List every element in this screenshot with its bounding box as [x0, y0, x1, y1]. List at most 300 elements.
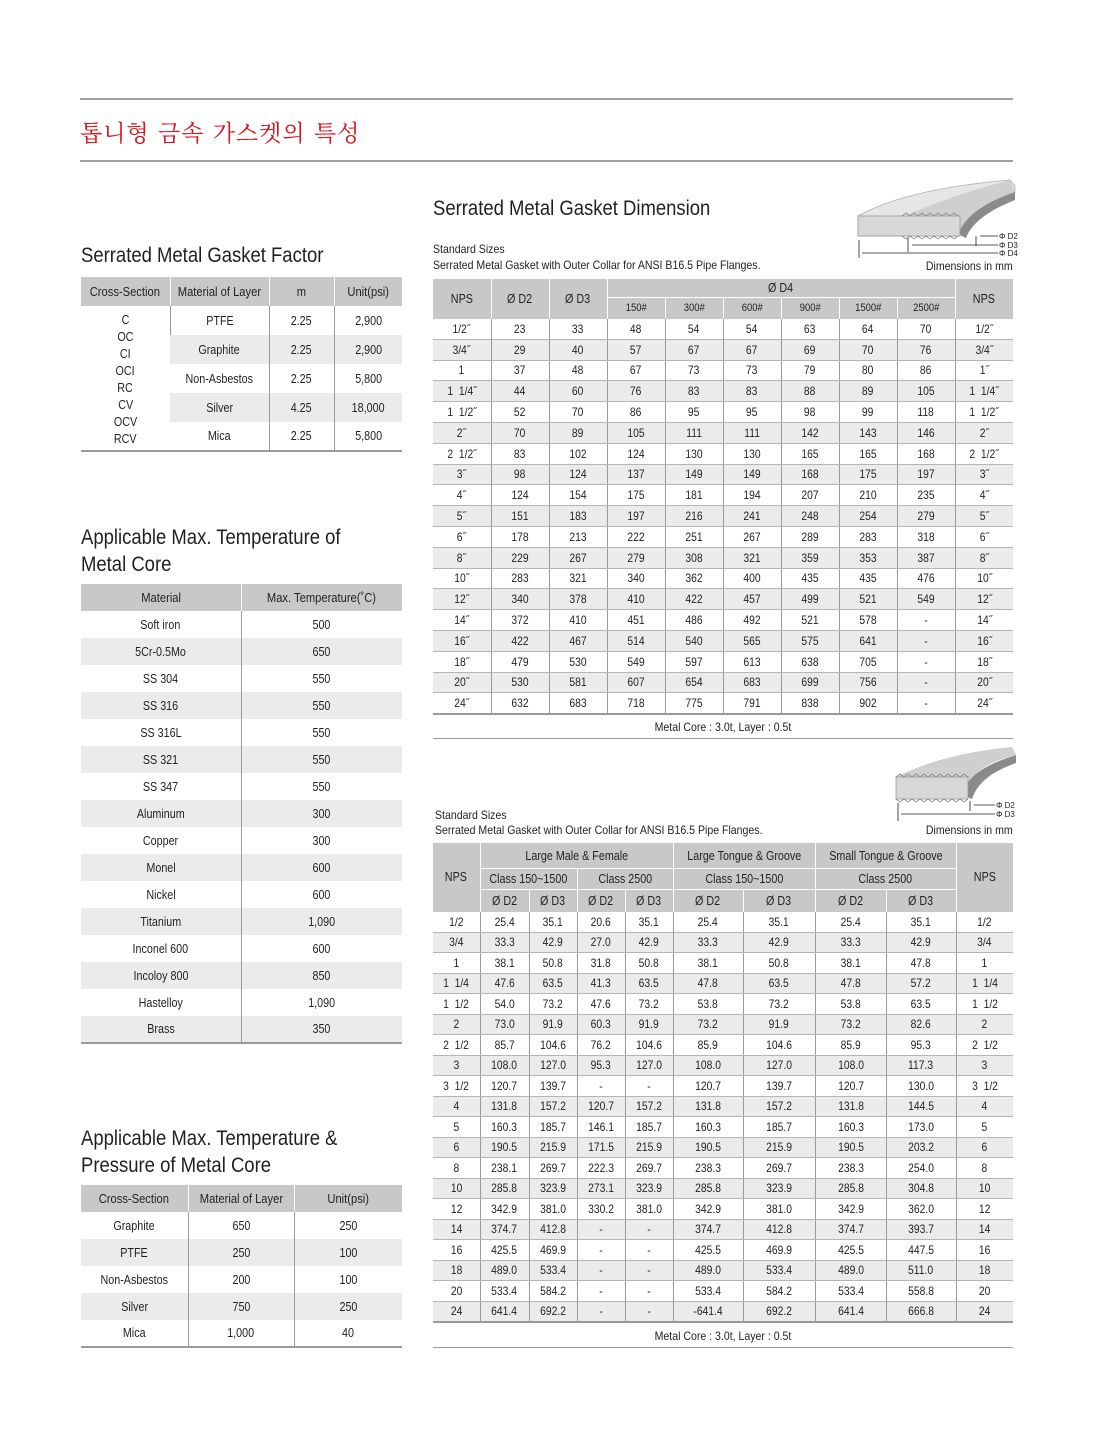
tongue-cell: 18 — [956, 1260, 1013, 1281]
dimension-header-d3: Ø D3 — [549, 279, 607, 319]
dimension-cell: - — [897, 651, 955, 672]
dimension-cell: 105 — [607, 422, 665, 443]
temperature-value-cell: 300 — [241, 827, 402, 854]
temperature-material-cell: Hastelloy — [138, 995, 183, 1010]
dimension-cell: 318 — [897, 526, 955, 547]
tongue-cell: - — [625, 1281, 673, 1302]
tongue-cell: - — [577, 1076, 625, 1097]
factor-unit-cell: 18,000 — [334, 393, 402, 422]
tongue-cell: 362.0 — [886, 1199, 956, 1220]
tongue-subtitle1: Standard Sizes — [435, 808, 507, 822]
tongue-row — [433, 1137, 1013, 1158]
tongue-cell: 120.7 — [480, 1076, 529, 1097]
tongue-diagram-label-d3: Φ D3 — [996, 810, 1015, 819]
tongue-cell: 73.2 — [529, 994, 577, 1015]
dimension-row — [433, 630, 1013, 651]
tongue-cell: 469.9 — [743, 1240, 815, 1261]
tongue-cell: 104.6 — [625, 1035, 673, 1056]
temperature-row — [81, 827, 402, 854]
temperature-material-cell: Aluminum — [81, 800, 241, 827]
tongue-cell: 14 — [433, 1219, 480, 1240]
tongue-cell: 50.8 — [625, 953, 673, 974]
tongue-cell: 82.6 — [886, 1014, 956, 1035]
tongue-cell: 35.1 — [886, 912, 956, 933]
dimension-cell: 372 — [491, 610, 549, 631]
dimension-cell: 16˝ — [433, 630, 491, 651]
tongue-cell: 692.2 — [743, 1301, 815, 1322]
tongue-cell: 47.6 — [577, 994, 625, 1015]
temperature-row — [81, 692, 402, 719]
dimension-cell: 6˝ — [433, 526, 491, 547]
tongue-cell: 2 — [433, 1014, 480, 1035]
factor-m-cell: 2.25 — [269, 335, 334, 364]
tongue-cell: 27.0 — [577, 932, 625, 953]
tongue-cell: 24 — [433, 1301, 480, 1322]
dimension-cell: 12˝ — [433, 589, 491, 610]
dimension-header-class-2500: 2500# — [897, 298, 955, 319]
pressure-header-material: Material of Layer — [188, 1185, 294, 1212]
dimension-cell: 308 — [665, 547, 723, 568]
dimension-cell: 521 — [781, 610, 839, 631]
dimension-row — [433, 485, 1013, 506]
temperature-title-line1: Applicable Max. Temperature of — [81, 526, 341, 549]
dimension-cell: 73 — [665, 360, 723, 381]
tongue-cell: 3/4 — [433, 932, 480, 953]
tongue-row — [433, 932, 1013, 953]
tongue-cell: 412.8 — [743, 1219, 815, 1240]
tongue-row — [433, 1178, 1013, 1199]
dimension-cell: 521 — [839, 589, 897, 610]
factor-cross-section-cell — [81, 306, 170, 451]
dimension-cell: 86 — [897, 360, 955, 381]
tongue-cell: 38.1 — [815, 953, 886, 974]
temperature-row — [81, 989, 402, 1016]
dimension-cell: 422 — [665, 589, 723, 610]
factor-body — [81, 306, 402, 451]
tongue-cell: 4 — [956, 1096, 1013, 1117]
dimension-cell: 111 — [665, 422, 723, 443]
dimension-cell: 283 — [491, 568, 549, 589]
factor-material-cell: Mica — [207, 429, 231, 443]
temperature-material-cell: SS 304 — [143, 671, 179, 686]
page-title: 톱니형 금속 가스켓의 특성 — [80, 121, 361, 147]
tongue-cell: 1/2 — [433, 912, 480, 933]
dimension-cell: 210 — [839, 485, 897, 506]
tongue-cell: 120.7 — [577, 1096, 625, 1117]
dimension-cell: 607 — [607, 672, 665, 693]
dimension-row — [433, 339, 1013, 360]
dimension-cell: 279 — [897, 506, 955, 527]
tongue-cell: 95.3 — [577, 1055, 625, 1076]
dimension-cell: 24˝ — [433, 693, 491, 714]
dimension-cell: 267 — [549, 547, 607, 568]
dimension-cell: 1 1/2˝ — [955, 402, 1013, 423]
dimension-cell: 321 — [723, 547, 781, 568]
tongue-cell: 190.5 — [480, 1137, 529, 1158]
tongue-cell: 489.0 — [673, 1260, 743, 1281]
tongue-cell: 35.1 — [529, 912, 577, 933]
tongue-cell: 533.4 — [529, 1260, 577, 1281]
tongue-row — [433, 994, 1013, 1015]
dimension-cell: 683 — [549, 693, 607, 714]
tongue-header-class-2: Class 2500 — [577, 869, 673, 890]
tongue-row — [433, 1281, 1013, 1302]
dimension-cell: 20˝ — [955, 672, 1013, 693]
tongue-cell: 18 — [433, 1260, 480, 1281]
tongue-cell: 91.9 — [529, 1014, 577, 1035]
dimension-cell: 69 — [781, 339, 839, 360]
temperature-value-cell: 500 — [241, 611, 402, 638]
pressure-row — [81, 1293, 402, 1320]
temperature-value-cell: 550 — [241, 773, 402, 800]
diagram-label-d3: Φ D3 — [999, 241, 1018, 250]
dimension-cell: 175 — [839, 464, 897, 485]
tongue-cell: 63.5 — [529, 973, 577, 994]
tongue-cell: 641.4 — [815, 1301, 886, 1322]
dimension-cell: - — [897, 672, 955, 693]
dimension-table — [433, 278, 1013, 715]
dimension-cell: 530 — [491, 672, 549, 693]
temperature-material-cell: Copper — [143, 833, 179, 848]
dimension-cell: 1˝ — [955, 360, 1013, 381]
tongue-cell: - — [577, 1301, 625, 1322]
factor-material-cell: Non-Asbestos — [185, 371, 254, 386]
tongue-cell: 63.5 — [886, 994, 956, 1015]
dimension-cell: 83 — [491, 443, 549, 464]
temperature-value-cell: 650 — [241, 638, 402, 665]
dimension-cell: 83 — [665, 381, 723, 402]
tongue-cell: 269.7 — [743, 1158, 815, 1179]
dimension-cell: 79 — [781, 360, 839, 381]
dimension-row — [433, 506, 1013, 527]
dimension-cell: - — [897, 610, 955, 631]
dimension-cell: 44 — [491, 381, 549, 402]
tongue-header-nps: NPS — [433, 843, 480, 912]
pressure-material-cell: 1,000 — [188, 1320, 294, 1347]
tongue-header-class-1: Class 150~1500 — [480, 869, 577, 890]
dimension-cell: 3/4˝ — [433, 339, 491, 360]
dimension-cell: 60 — [549, 381, 607, 402]
tongue-cell: 12 — [956, 1199, 1013, 1220]
dimension-cell: 575 — [781, 630, 839, 651]
dimension-cell: 387 — [897, 547, 955, 568]
dimension-cell: 410 — [607, 589, 665, 610]
dimension-header-nps: NPS — [433, 279, 491, 319]
factor-row — [81, 306, 402, 335]
tongue-cell: - — [577, 1219, 625, 1240]
dimension-header-class-150: 150# — [607, 298, 665, 319]
tongue-cell: 16 — [433, 1240, 480, 1261]
dimension-cell: 283 — [839, 526, 897, 547]
dimension-cell: 175 — [607, 485, 665, 506]
tongue-cell: 160.3 — [815, 1117, 886, 1138]
dimension-cell: 597 — [665, 651, 723, 672]
pressure-material-cell: 750 — [188, 1293, 294, 1320]
cross-section-code: RCV — [113, 431, 137, 446]
temperature-row — [81, 800, 402, 827]
dimension-cell: 20˝ — [433, 672, 491, 693]
tongue-cell: 50.8 — [529, 953, 577, 974]
tongue-cell: 131.8 — [673, 1096, 743, 1117]
dimension-cell: 168 — [781, 464, 839, 485]
tongue-cell: 57.2 — [886, 973, 956, 994]
dimension-row — [433, 693, 1013, 714]
dimension-cell: 149 — [665, 464, 723, 485]
tongue-cell: 425.5 — [673, 1240, 743, 1261]
tongue-cell: 3 1/2 — [433, 1076, 480, 1097]
tongue-cell: 16 — [956, 1240, 1013, 1261]
temperature-value-cell: 1,090 — [241, 908, 402, 935]
dimension-cell: 530 — [549, 651, 607, 672]
dimension-cell: 581 — [549, 672, 607, 693]
tongue-cell: 131.8 — [815, 1096, 886, 1117]
dimension-cell: 95 — [665, 402, 723, 423]
dimension-cell: 422 — [491, 630, 549, 651]
dimension-cell: 52 — [491, 402, 549, 423]
dimension-cell: 321 — [549, 568, 607, 589]
pressure-title — [81, 1125, 337, 1179]
dimension-row — [433, 360, 1013, 381]
tongue-cell: 108.0 — [480, 1055, 529, 1076]
temperature-row — [81, 962, 402, 989]
dimension-cell: 10˝ — [955, 568, 1013, 589]
tongue-cell: 692.2 — [529, 1301, 577, 1322]
pressure-unit-cell: 40 — [294, 1320, 402, 1347]
temperature-row — [81, 1016, 402, 1043]
tongue-cell: 20 — [956, 1281, 1013, 1302]
tongue-cell: 342.9 — [815, 1199, 886, 1220]
dimension-cell: 54 — [723, 319, 781, 340]
dimension-cell: 137 — [607, 464, 665, 485]
temperature-title-line2: Metal Core — [81, 553, 172, 576]
dimension-row — [433, 319, 1013, 340]
dimension-cell: 756 — [839, 672, 897, 693]
tongue-cell: 269.7 — [529, 1158, 577, 1179]
tongue-header-dim: Ø D3 — [529, 890, 577, 912]
tongue-cell: 10 — [433, 1178, 480, 1199]
tongue-cell: 533.4 — [743, 1260, 815, 1281]
dimension-cell: - — [897, 630, 955, 651]
tongue-cell: 5 — [433, 1117, 480, 1138]
factor-unit-cell: 5,800 — [334, 422, 402, 451]
tongue-cell: 1 1/4 — [433, 973, 480, 994]
tongue-cell: - — [625, 1076, 673, 1097]
tongue-cell: 35.1 — [743, 912, 815, 933]
tongue-cell: 108.0 — [815, 1055, 886, 1076]
factor-unit-cell: 5,800 — [334, 364, 402, 393]
tongue-cell: 1/2 — [956, 912, 1013, 933]
factor-m-cell: 2.25 — [269, 364, 334, 393]
tongue-cell: 42.9 — [625, 932, 673, 953]
dimension-cell: 248 — [781, 506, 839, 527]
temperature-value-cell: 600 — [241, 854, 402, 881]
dimension-cell: 1 1/4˝ — [955, 381, 1013, 402]
dimension-cell: 130 — [665, 443, 723, 464]
tongue-cell: 47.6 — [480, 973, 529, 994]
temperature-material-cell: Incoloy 800 — [81, 962, 241, 989]
dimension-row — [433, 651, 1013, 672]
tongue-cell: 558.8 — [886, 1281, 956, 1302]
temperature-value-cell: 850 — [241, 962, 402, 989]
tongue-header-dim: Ø D2 — [815, 890, 886, 912]
dimension-cell: 654 — [665, 672, 723, 693]
tongue-cell: 1 — [433, 953, 480, 974]
dimension-cell: 48 — [549, 360, 607, 381]
tongue-cell: 215.9 — [529, 1137, 577, 1158]
pressure-title-line2: Pressure of Metal Core — [81, 1154, 272, 1177]
tongue-cell: 53.8 — [815, 994, 886, 1015]
pressure-table — [81, 1185, 402, 1348]
tongue-cell: 533.4 — [673, 1281, 743, 1302]
cross-section-code: CI — [119, 346, 131, 361]
dimension-cell: 76 — [897, 339, 955, 360]
dimension-cell: 1/2˝ — [433, 319, 491, 340]
dimension-cell: 89 — [549, 422, 607, 443]
pressure-row — [81, 1239, 402, 1266]
tongue-cell: 14 — [956, 1219, 1013, 1240]
dimension-cell: 178 — [491, 526, 549, 547]
tongue-cell: 190.5 — [815, 1137, 886, 1158]
temperature-row — [81, 719, 402, 746]
tongue-cell: 12 — [433, 1199, 480, 1220]
dimension-cell: 435 — [781, 568, 839, 589]
tongue-cell: 73.2 — [625, 994, 673, 1015]
tongue-cell: 104.6 — [529, 1035, 577, 1056]
tongue-cell: 42.9 — [886, 932, 956, 953]
dimension-cell: 3˝ — [433, 464, 491, 485]
dimension-cell: 3˝ — [955, 464, 1013, 485]
tongue-cell: 330.2 — [577, 1199, 625, 1220]
tongue-row — [433, 1035, 1013, 1056]
dimension-cell: 340 — [607, 568, 665, 589]
dimension-row — [433, 589, 1013, 610]
temperature-value-cell: 1,090 — [241, 989, 402, 1016]
factor-header-material: Material of Layer — [170, 277, 269, 306]
dimension-row — [433, 381, 1013, 402]
pressure-cross-section-cell: Non-Asbestos — [100, 1272, 169, 1287]
temperature-material-cell: 5Cr-0.5Mo — [81, 638, 241, 665]
dimension-cell: 2 1/2˝ — [955, 443, 1013, 464]
cross-section-code: OCI — [115, 363, 135, 378]
dimension-row — [433, 443, 1013, 464]
tongue-cell: 185.7 — [743, 1117, 815, 1138]
tongue-row — [433, 1240, 1013, 1261]
tongue-cell: 47.8 — [673, 973, 743, 994]
tongue-cell: 374.7 — [673, 1219, 743, 1240]
dimension-row — [433, 526, 1013, 547]
tongue-cell: 127.0 — [743, 1055, 815, 1076]
tongue-cell: 63.5 — [625, 973, 673, 994]
dimension-cell: 142 — [781, 422, 839, 443]
temperature-row — [81, 908, 402, 935]
dimension-cell: 578 — [839, 610, 897, 631]
tongue-cell: 171.5 — [577, 1137, 625, 1158]
dimension-cell: 241 — [723, 506, 781, 527]
dimension-cell: 1 1/2˝ — [433, 402, 491, 423]
tongue-row — [433, 1219, 1013, 1240]
dimension-cell: 154 — [549, 485, 607, 506]
tongue-row — [433, 1301, 1013, 1322]
tongue-row — [433, 973, 1013, 994]
dimension-cell: 124 — [607, 443, 665, 464]
dimension-cell: 12˝ — [955, 589, 1013, 610]
dimension-cell: 499 — [781, 589, 839, 610]
temperature-material-cell: Inconel 600 — [132, 941, 189, 956]
tongue-header-dim: Ø D2 — [577, 890, 625, 912]
temperature-material-cell: Soft iron — [140, 617, 181, 632]
tongue-cell: 323.9 — [529, 1178, 577, 1199]
temperature-header-max: Max. Temperature(˚C) — [241, 584, 402, 611]
tongue-cell: 1 1/2 — [956, 994, 1013, 1015]
tongue-cell: 146.1 — [577, 1117, 625, 1138]
tongue-cell: 238.3 — [673, 1158, 743, 1179]
dimension-cell: 353 — [839, 547, 897, 568]
tongue-cell: 203.2 — [886, 1137, 956, 1158]
dimension-cell: 146 — [897, 422, 955, 443]
dimension-cell: 222 — [607, 526, 665, 547]
factor-unit-cell: 2,900 — [334, 306, 402, 335]
tongue-cell: 584.2 — [743, 1281, 815, 1302]
tongue-cell: 33.3 — [673, 932, 743, 953]
dimension-cell: 165 — [839, 443, 897, 464]
dimension-cell: 492 — [723, 610, 781, 631]
tongue-cell: 91.9 — [743, 1014, 815, 1035]
pressure-header-cross-section: Cross-Section — [81, 1185, 188, 1212]
title-rule — [80, 160, 1013, 162]
dimension-cell: 70 — [549, 402, 607, 423]
tongue-cell: 41.3 — [577, 973, 625, 994]
dimension-cell: 467 — [549, 630, 607, 651]
tongue-cell: 50.8 — [743, 953, 815, 974]
tongue-cell: 1 1/4 — [956, 973, 1013, 994]
tongue-header-group-large-tongue: Large Tongue & Groove — [673, 843, 815, 869]
dimension-cell: 549 — [897, 589, 955, 610]
tongue-cell: 215.9 — [743, 1137, 815, 1158]
tongue-cell: 393.7 — [886, 1219, 956, 1240]
dimension-cell: 216 — [665, 506, 723, 527]
dimension-cell: 1 1/4˝ — [433, 381, 491, 402]
tongue-row — [433, 912, 1013, 933]
dimension-cell: 194 — [723, 485, 781, 506]
temperature-material-cell: SS 316 — [81, 692, 241, 719]
dimension-body — [433, 319, 1013, 714]
tongue-row — [433, 1158, 1013, 1179]
dimension-header-class-300: 300# — [665, 298, 723, 319]
dimension-cell: 235 — [897, 485, 955, 506]
factor-m-cell: 2.25 — [269, 306, 334, 335]
tongue-cell: 374.7 — [815, 1219, 886, 1240]
tongue-cell: 73.2 — [815, 1014, 886, 1035]
dimension-note: Metal Core : 3.0t, Layer : 0.5t — [654, 720, 792, 734]
dimension-cell: 540 — [665, 630, 723, 651]
pressure-material-cell: 650 — [188, 1212, 294, 1239]
dimension-cell: 565 — [723, 630, 781, 651]
dimension-cell: 181 — [665, 485, 723, 506]
tongue-cell: 489.0 — [480, 1260, 529, 1281]
dimension-note-rule — [433, 738, 1013, 739]
dimension-cell: 86 — [607, 402, 665, 423]
tongue-note: Metal Core : 3.0t, Layer : 0.5t — [654, 1329, 792, 1343]
tongue-cell: 42.9 — [743, 932, 815, 953]
dimension-cell: 683 — [723, 672, 781, 693]
tongue-cell: 73.2 — [673, 1014, 743, 1035]
dimension-row — [433, 422, 1013, 443]
dimension-cell: 838 — [781, 693, 839, 714]
temperature-value-cell: 600 — [241, 935, 402, 962]
dimension-cell: 775 — [665, 693, 723, 714]
tongue-cell: 342.9 — [480, 1199, 529, 1220]
dimension-cell: 638 — [781, 651, 839, 672]
